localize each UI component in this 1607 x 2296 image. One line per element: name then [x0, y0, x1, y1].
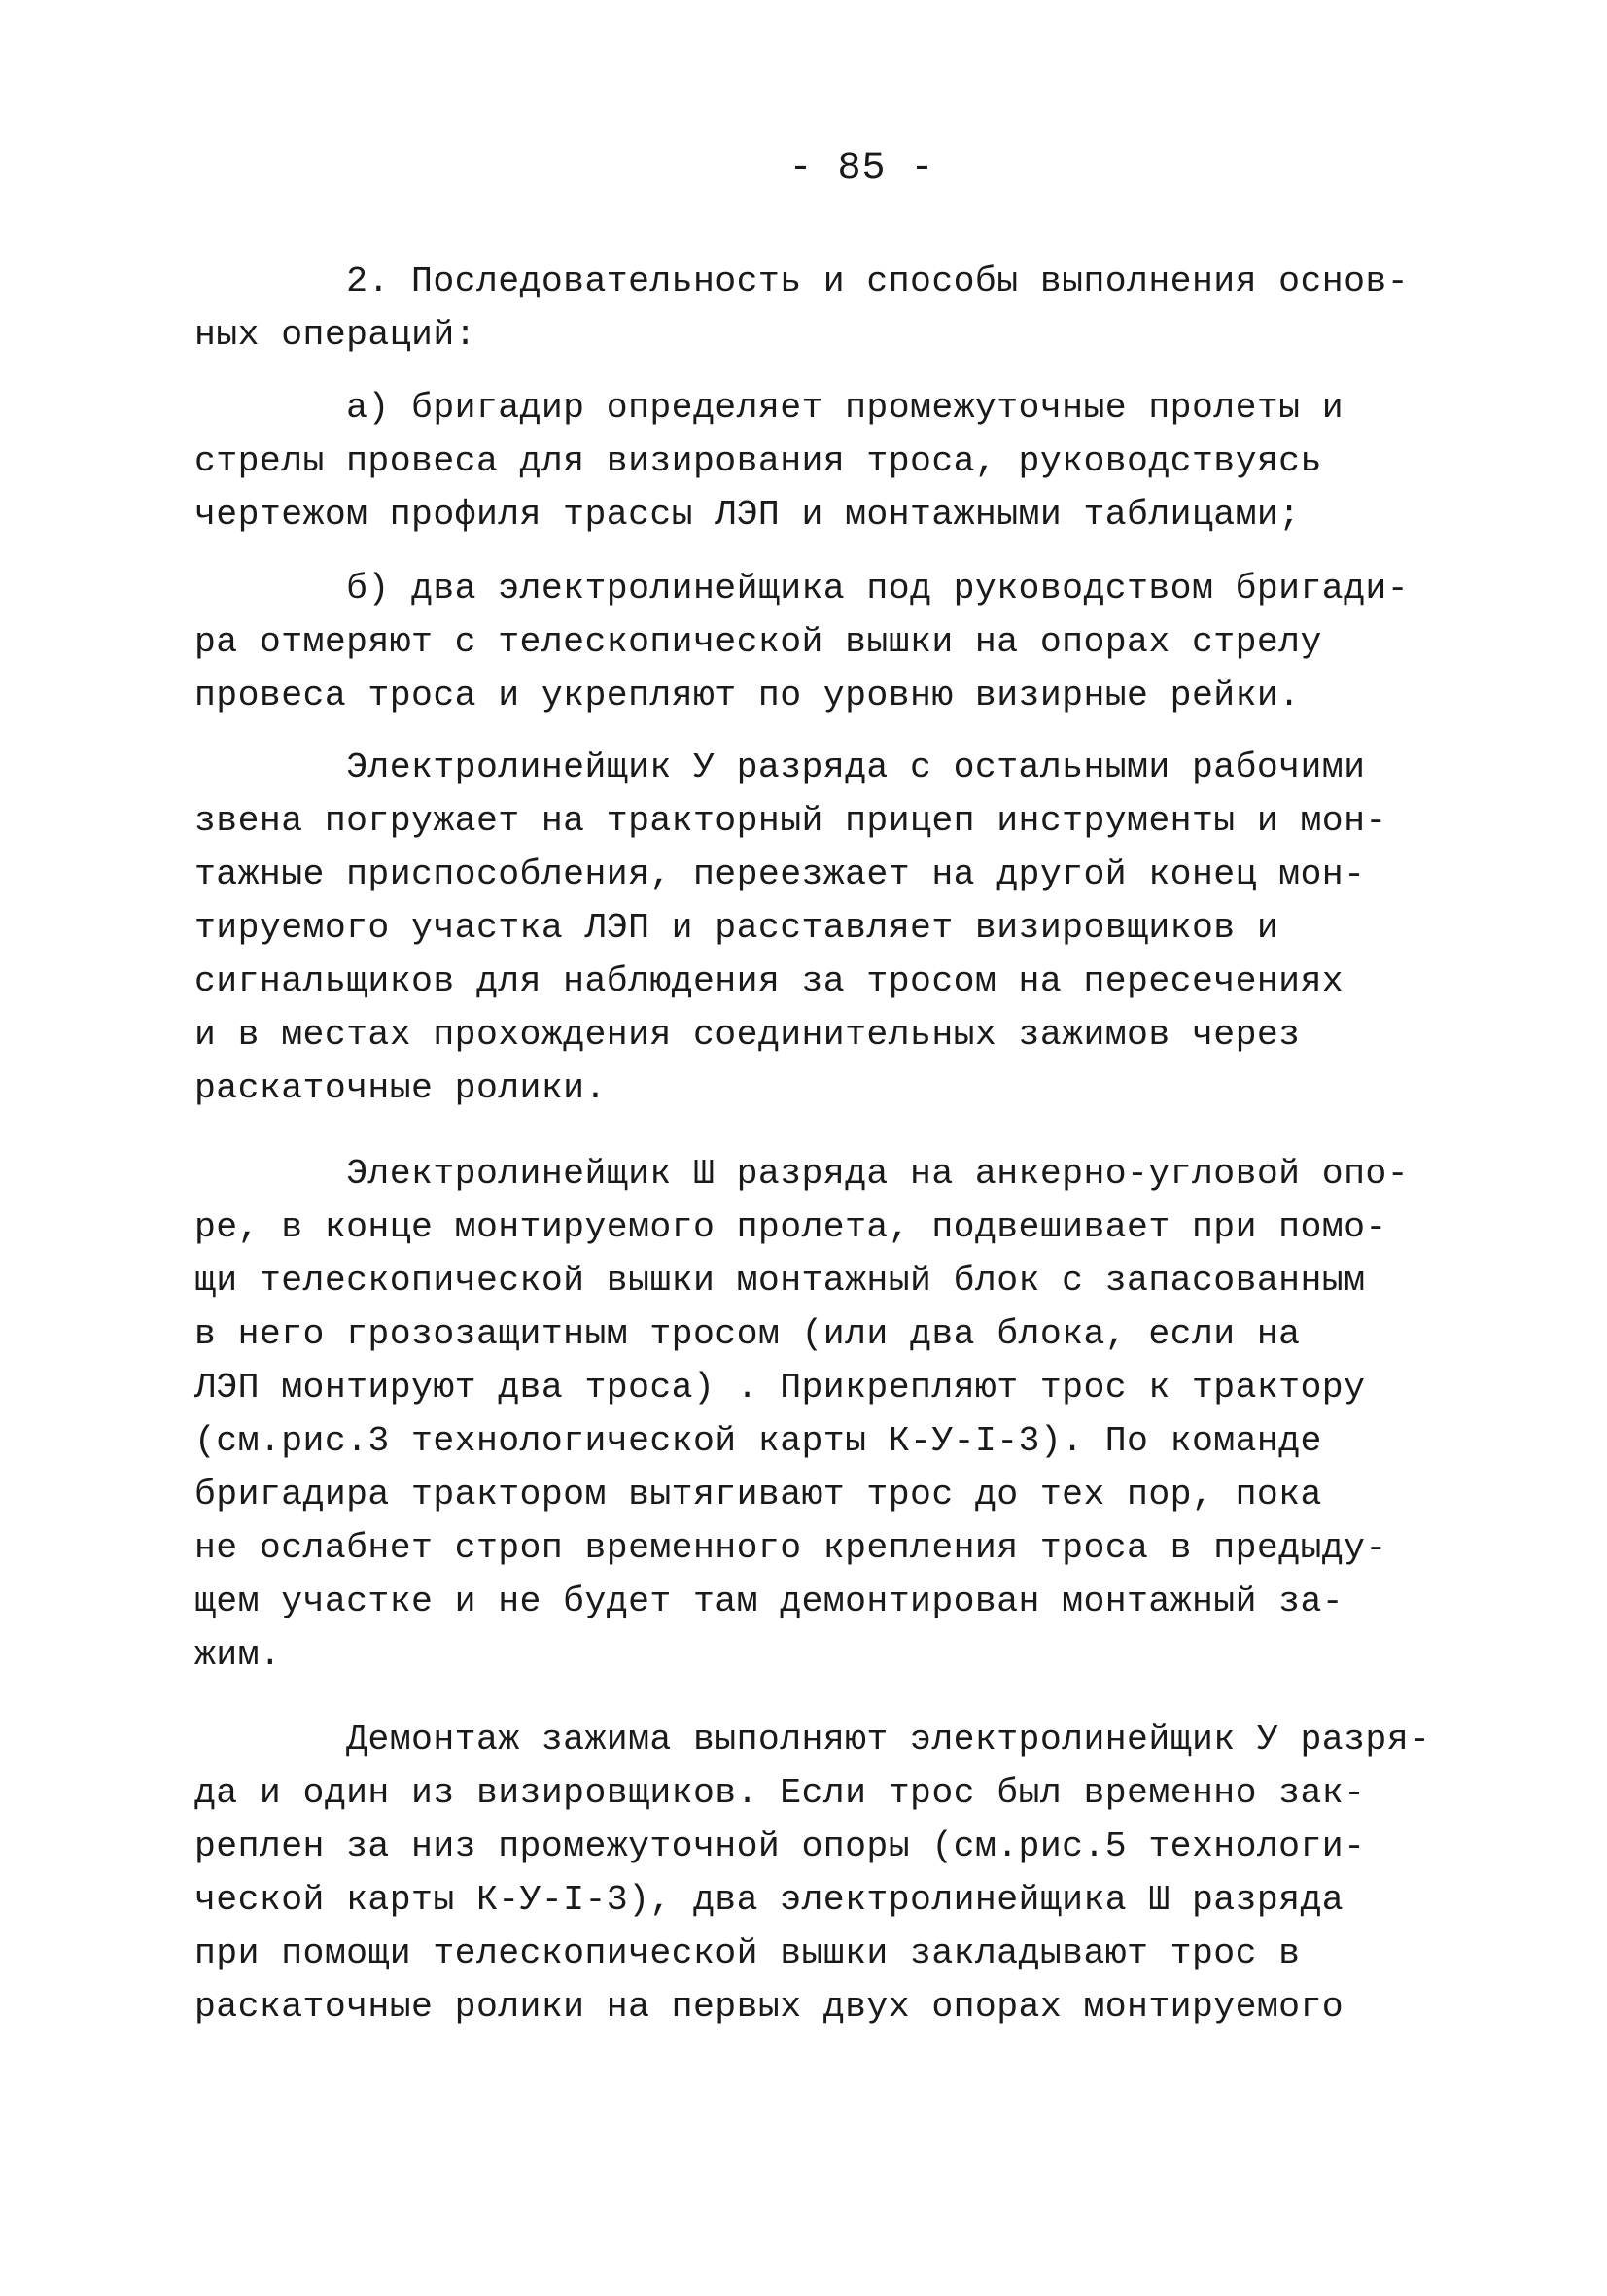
text-line: и в местах прохождения соединительных зажимов через	[194, 1015, 1301, 1055]
text-line: при помощи телескопической вышки закладывают трос в	[194, 1933, 1301, 1973]
page-number: - 85 -	[788, 147, 935, 191]
text-line: раскаточные ролики на первых двух опорах монтируемого	[194, 1987, 1345, 2027]
paragraph-3	[194, 562, 1439, 722]
text-line: да и один из визировщиков. Если трос был временно зак-	[194, 1773, 1366, 1813]
text-line: звена погружает на тракторный прицеп инструменты и мон-	[194, 801, 1387, 841]
text-line: а) бригадир определяет промежуточные пролеты и	[194, 388, 1345, 428]
text-line: ных операций:	[194, 315, 476, 355]
text-line: ре, в конце монтируемого пролета, подвешивает при помо-	[194, 1207, 1387, 1247]
text-line: тируемого участка ЛЭП и расставляет визировщиков и	[194, 908, 1279, 948]
paragraph-4	[194, 741, 1439, 1115]
text-line: (см.рис.3 технологической карты К-У-I-3). По команде	[194, 1421, 1322, 1461]
paragraph-5	[194, 1147, 1439, 1682]
paragraph-2	[194, 381, 1439, 541]
text-line: ческой карты К-У-I-3), два электролинейщика Ш разряда	[194, 1880, 1345, 1920]
text-line: тажные приспособления, переезжает на другой конец мон-	[194, 854, 1366, 894]
text-line: провеса троса и укрепляют по уровню визирные рейки.	[194, 676, 1301, 715]
text-line: Электролинейщик Ш разряда на анкерно-угловой опо-	[194, 1154, 1409, 1194]
text-line: бригадира трактором вытягивают трос до тех пор, пока	[194, 1475, 1322, 1514]
text-line: в него грозозащитным тросом (или два блока, если на	[194, 1314, 1301, 1354]
text-line: раскаточные ролики.	[194, 1068, 607, 1108]
text-line: стрелы провеса для визирования троса, руководствуясь	[194, 441, 1322, 481]
text-line: 2. Последовательность и способы выполнения основ-	[194, 261, 1409, 301]
text-line: реплен за низ промежуточной опоры (см.рис.5 технологи-	[194, 1826, 1366, 1866]
text-line: щем участке и не будет там демонтирован монтажный за-	[194, 1582, 1345, 1621]
text-line: ра отмеряют с телескопической вышки на опорах стрелу	[194, 622, 1322, 662]
paragraph-1	[194, 255, 1439, 362]
text-line: сигнальщиков для наблюдения за тросом на пересечениях	[194, 961, 1345, 1001]
paragraph-6	[194, 1713, 1439, 2034]
text-line: жим.	[194, 1635, 282, 1675]
text-line: не ослабнет строп временного крепления троса в предыду-	[194, 1528, 1387, 1568]
text-line: чертежом профиля трассы ЛЭП и монтажными таблицами;	[194, 495, 1301, 535]
text-line: б) два электролинейщика под руководством бригади-	[194, 569, 1409, 609]
text-line: Электролинейщик У разряда с остальными рабочими	[194, 748, 1366, 787]
text-line: щи телескопической вышки монтажный блок с запасованным	[194, 1261, 1366, 1301]
text-line: ЛЭП монтируют два троса) . Прикрепляют трос к трактору	[194, 1368, 1366, 1408]
text-line: Демонтаж зажима выполняют электролинейщик У разря-	[194, 1720, 1431, 1759]
